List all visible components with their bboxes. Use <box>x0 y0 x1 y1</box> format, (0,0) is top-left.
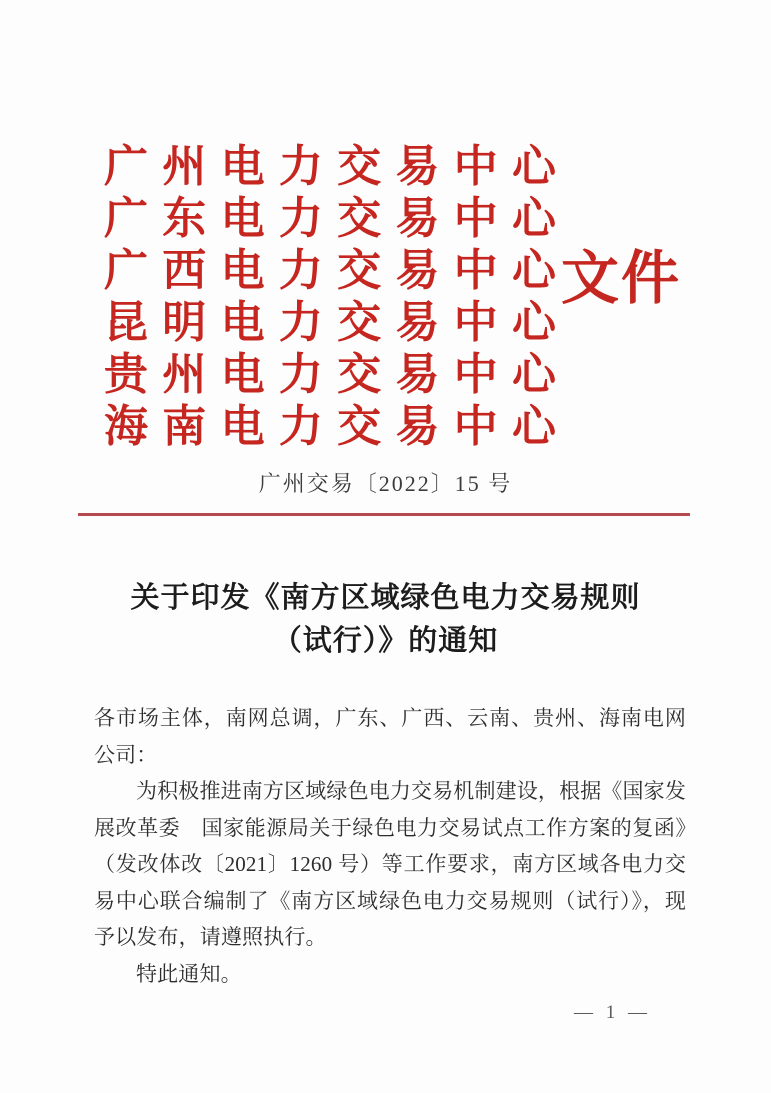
page-number: — 1 — <box>574 1002 651 1023</box>
red-divider <box>78 513 690 516</box>
title-line-1: 关于印发《南方区域绿色电力交易规则 <box>130 582 641 614</box>
letterhead <box>104 141 556 453</box>
document-number: 广州交易〔2022〕15 号 <box>258 471 513 496</box>
document-title <box>0 577 771 663</box>
document-body <box>94 700 686 992</box>
letterhead-line: 贵 州 电 力 交 易 中 心 <box>104 350 556 399</box>
body-paragraph: 为积极推进南方区域绿色电力交易机制建设，根据《国家发展改革委 国家能源局关于绿色电力交易试点工作方案的复函》（发改体改〔2021〕1260 号）等工作要求，南方区域各电力交易中心联合编制了《南方区域绿色电力交易规则（试行）》，现予以发布，请遵照执行。 <box>94 779 686 949</box>
letterhead-line: 广 州 电 力 交 易 中 心 <box>104 142 556 191</box>
body-paragraph: 特此通知。 <box>136 961 242 986</box>
letterhead-line: 广 东 电 力 交 易 中 心 <box>104 194 556 243</box>
letterhead-line: 海 南 电 力 交 易 中 心 <box>104 402 556 451</box>
salutation: 各市场主体，南网总调，广东、广西、云南、贵州、海南电网公司： <box>94 706 686 767</box>
letterhead-line: 广 西 电 力 交 易 中 心 <box>104 246 556 295</box>
letterhead-document-label: 文件 <box>561 246 682 311</box>
title-line-2: （试行）》的通知 <box>272 625 499 657</box>
letterhead-line: 昆 明 电 力 交 易 中 心 <box>104 298 556 347</box>
